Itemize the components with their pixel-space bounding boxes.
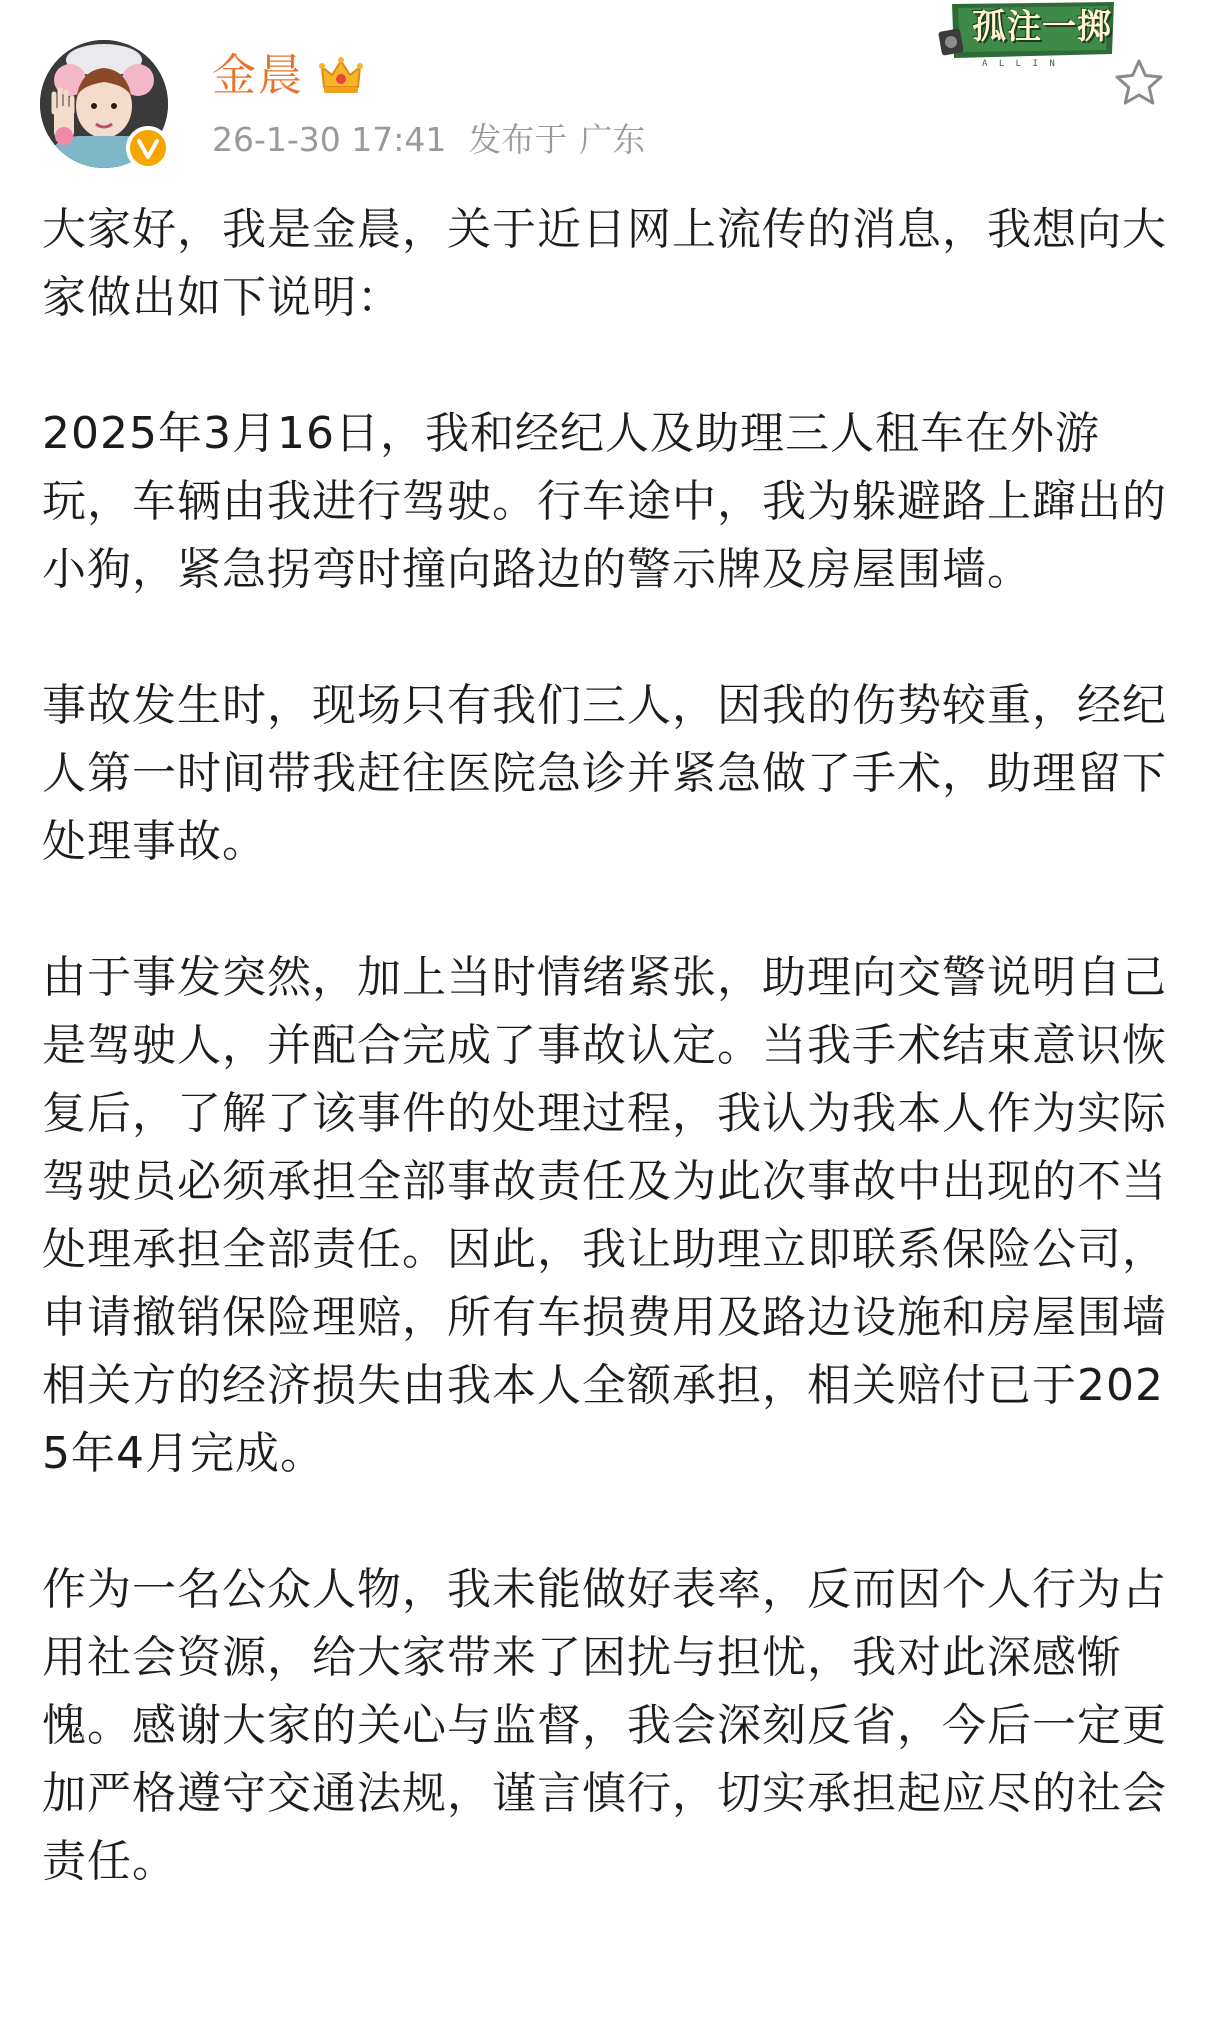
movie-sticker-badge [938, 0, 1118, 72]
location-prefix: 发布于 [468, 120, 568, 159]
favorite-star-icon[interactable] [1112, 56, 1166, 110]
post-content [42, 196, 1172, 1964]
post-meta [212, 116, 645, 164]
post-location: 广东 [579, 120, 646, 159]
post-paragraph: 大家好，我是金晨，关于近日网上流传的消息，我想向大家做出如下说明： [42, 204, 1167, 323]
post-timestamp: 26-1-30 17:41 [212, 120, 447, 159]
author-avatar[interactable] [40, 40, 168, 168]
post-paragraph: 事故发生时，现场只有我们三人，因我的伤势较重，经纪人第一时间带我赶往医院急诊并紧急做了手术，助理留下处理事故。 [42, 680, 1167, 867]
post-paragraph: 由于事发突然，加上当时情绪紧张，助理向交警说明自己是驾驶人，并配合完成了事故认定。当我手术结束意识恢复后，了解了该事件的处理过程，我认为我本人作为实际驾驶员必须承担全部事故责任及为此次事故中出现的不当处理承担全部责任。因此，我让助理立即联系保险公司，申请撤销保险理赔，所有车损费用及路边设施和房屋围墙相关方的经济损失由我本人全额承担，相关赔付已于2025年4月完成。 [42, 952, 1167, 1479]
author-name[interactable]: 金晨 [212, 50, 304, 101]
svg-text:A L L I N: A L L I N [982, 59, 1058, 69]
sticker-text: 孤注一掷 [972, 7, 1112, 47]
verified-icon [126, 126, 170, 170]
post-paragraph: 2025年3月16日，我和经纪人及助理三人租车在外游玩，车辆由我进行驾驶。行车途中，我为躲避路上蹿出的小狗，紧急拐弯时撞向路边的警示牌及房屋围墙。 [42, 408, 1167, 595]
author-row [212, 46, 364, 106]
crown-icon [318, 53, 364, 99]
post-paragraph: 作为一名公众人物，我未能做好表率，反而因个人行为占用社会资源，给大家带来了困扰与担忧，我对此深感惭愧。感谢大家的关心与监督，我会深刻反省，今后一定更加严格遵守交通法规，谨言慎行，切实承担起应尽的社会责任。 [42, 1564, 1167, 1887]
